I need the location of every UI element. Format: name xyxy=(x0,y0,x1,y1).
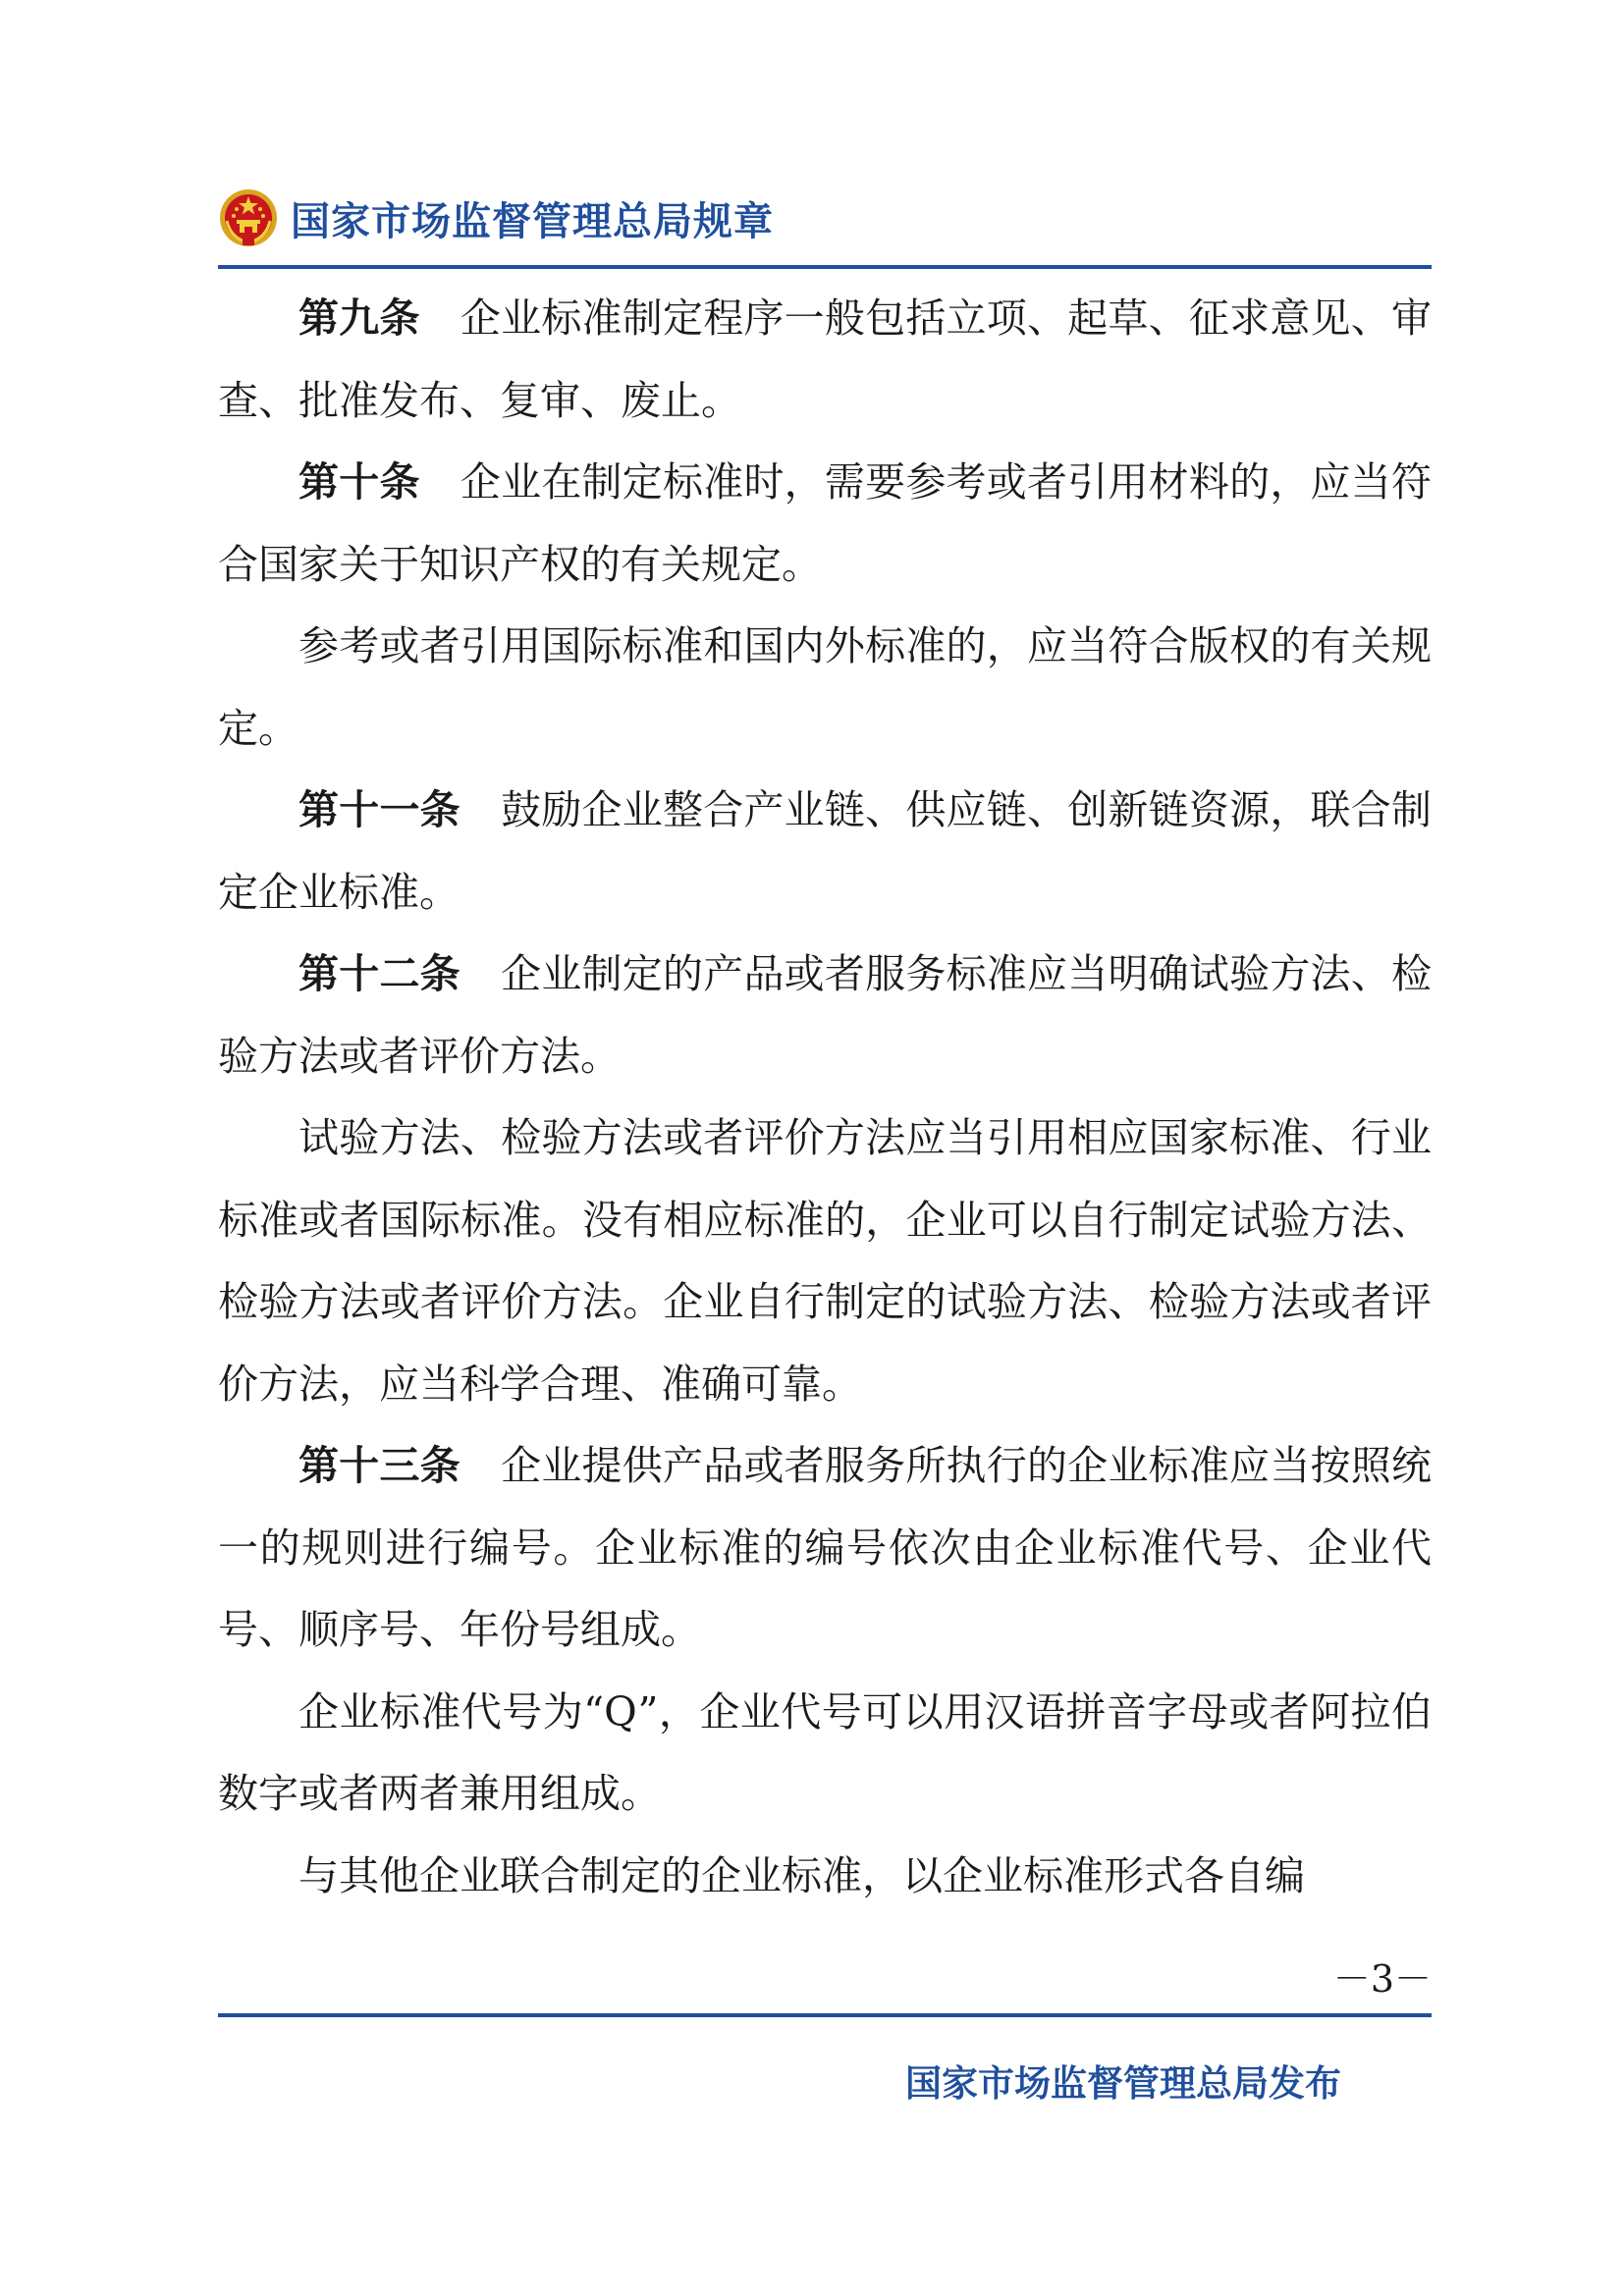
article-label: 第十三条 xyxy=(298,1442,460,1489)
paragraph-text: 企业标准制定程序一般包括立项、起草、征求意见、审查、批准发布、复审、废止。 xyxy=(218,294,1433,424)
paragraph-text: 参考或者引用国际标准和国内外标准的，应当符合版权的有关规定。 xyxy=(218,622,1432,752)
paragraph-article-13-clause-2 xyxy=(218,1672,1432,1836)
paragraph-article-12-clause-2 xyxy=(218,1097,1432,1425)
article-label: 第十一条 xyxy=(298,786,460,833)
paragraph-text: 鼓励企业整合产业链、供应链、创新链资源，联合制定企业标准。 xyxy=(218,786,1432,916)
footer-divider xyxy=(218,2013,1432,2017)
document-body xyxy=(218,278,1432,1917)
paragraph-article-11 xyxy=(218,770,1432,934)
paragraph-text: 与其他企业联合制定的企业标准，以企业标准形式各自编 xyxy=(298,1851,1305,1899)
paragraph-text: 企业标准代号为“Q”，企业代号可以用汉语拼音字母或者阿拉伯数字或者两者兼用组成。 xyxy=(218,1687,1432,1817)
header-title: 国家市场监督管理总局规章 xyxy=(291,198,774,244)
footer-publisher: 国家市场监督管理总局发布 xyxy=(905,2062,1341,2105)
page-header xyxy=(218,183,774,253)
paragraph-article-10-clause-2 xyxy=(218,606,1432,770)
article-label: 第九条 xyxy=(298,294,420,342)
paragraph-article-13-clause-3 xyxy=(218,1836,1432,1918)
national-emblem-icon xyxy=(218,187,279,248)
paragraph-text: 试验方法、检验方法或者评价方法应当引用相应国家标准、行业标准或者国际标准。没有相应标准的，企业可以自行制定试验方法、检验方法或者评价方法。企业自行制定的试验方法、检验方法或者评价方法，应当科学合理、准确可靠。 xyxy=(218,1114,1432,1408)
article-label: 第十二条 xyxy=(298,950,460,997)
paragraph-article-9 xyxy=(218,278,1432,442)
paragraph-text: 企业在制定标准时，需要参考或者引用材料的，应当符合国家关于知识产权的有关规定。 xyxy=(218,458,1433,588)
header-divider xyxy=(218,265,1432,269)
paragraph-text: 企业制定的产品或者服务标准应当明确试验方法、检验方法或者评价方法。 xyxy=(218,950,1432,1080)
paragraph-article-13 xyxy=(218,1425,1432,1672)
paragraph-article-12 xyxy=(218,934,1432,1097)
paragraph-text: 企业提供产品或者服务所执行的企业标准应当按照统一的规则进行编号。企业标准的编号依次由企业标准代号、企业代号、顺序号、年份号组成。 xyxy=(218,1442,1432,1653)
article-label: 第十条 xyxy=(298,458,420,506)
paragraph-article-10 xyxy=(218,442,1432,606)
page-number: －3－ xyxy=(1332,1957,1432,2001)
